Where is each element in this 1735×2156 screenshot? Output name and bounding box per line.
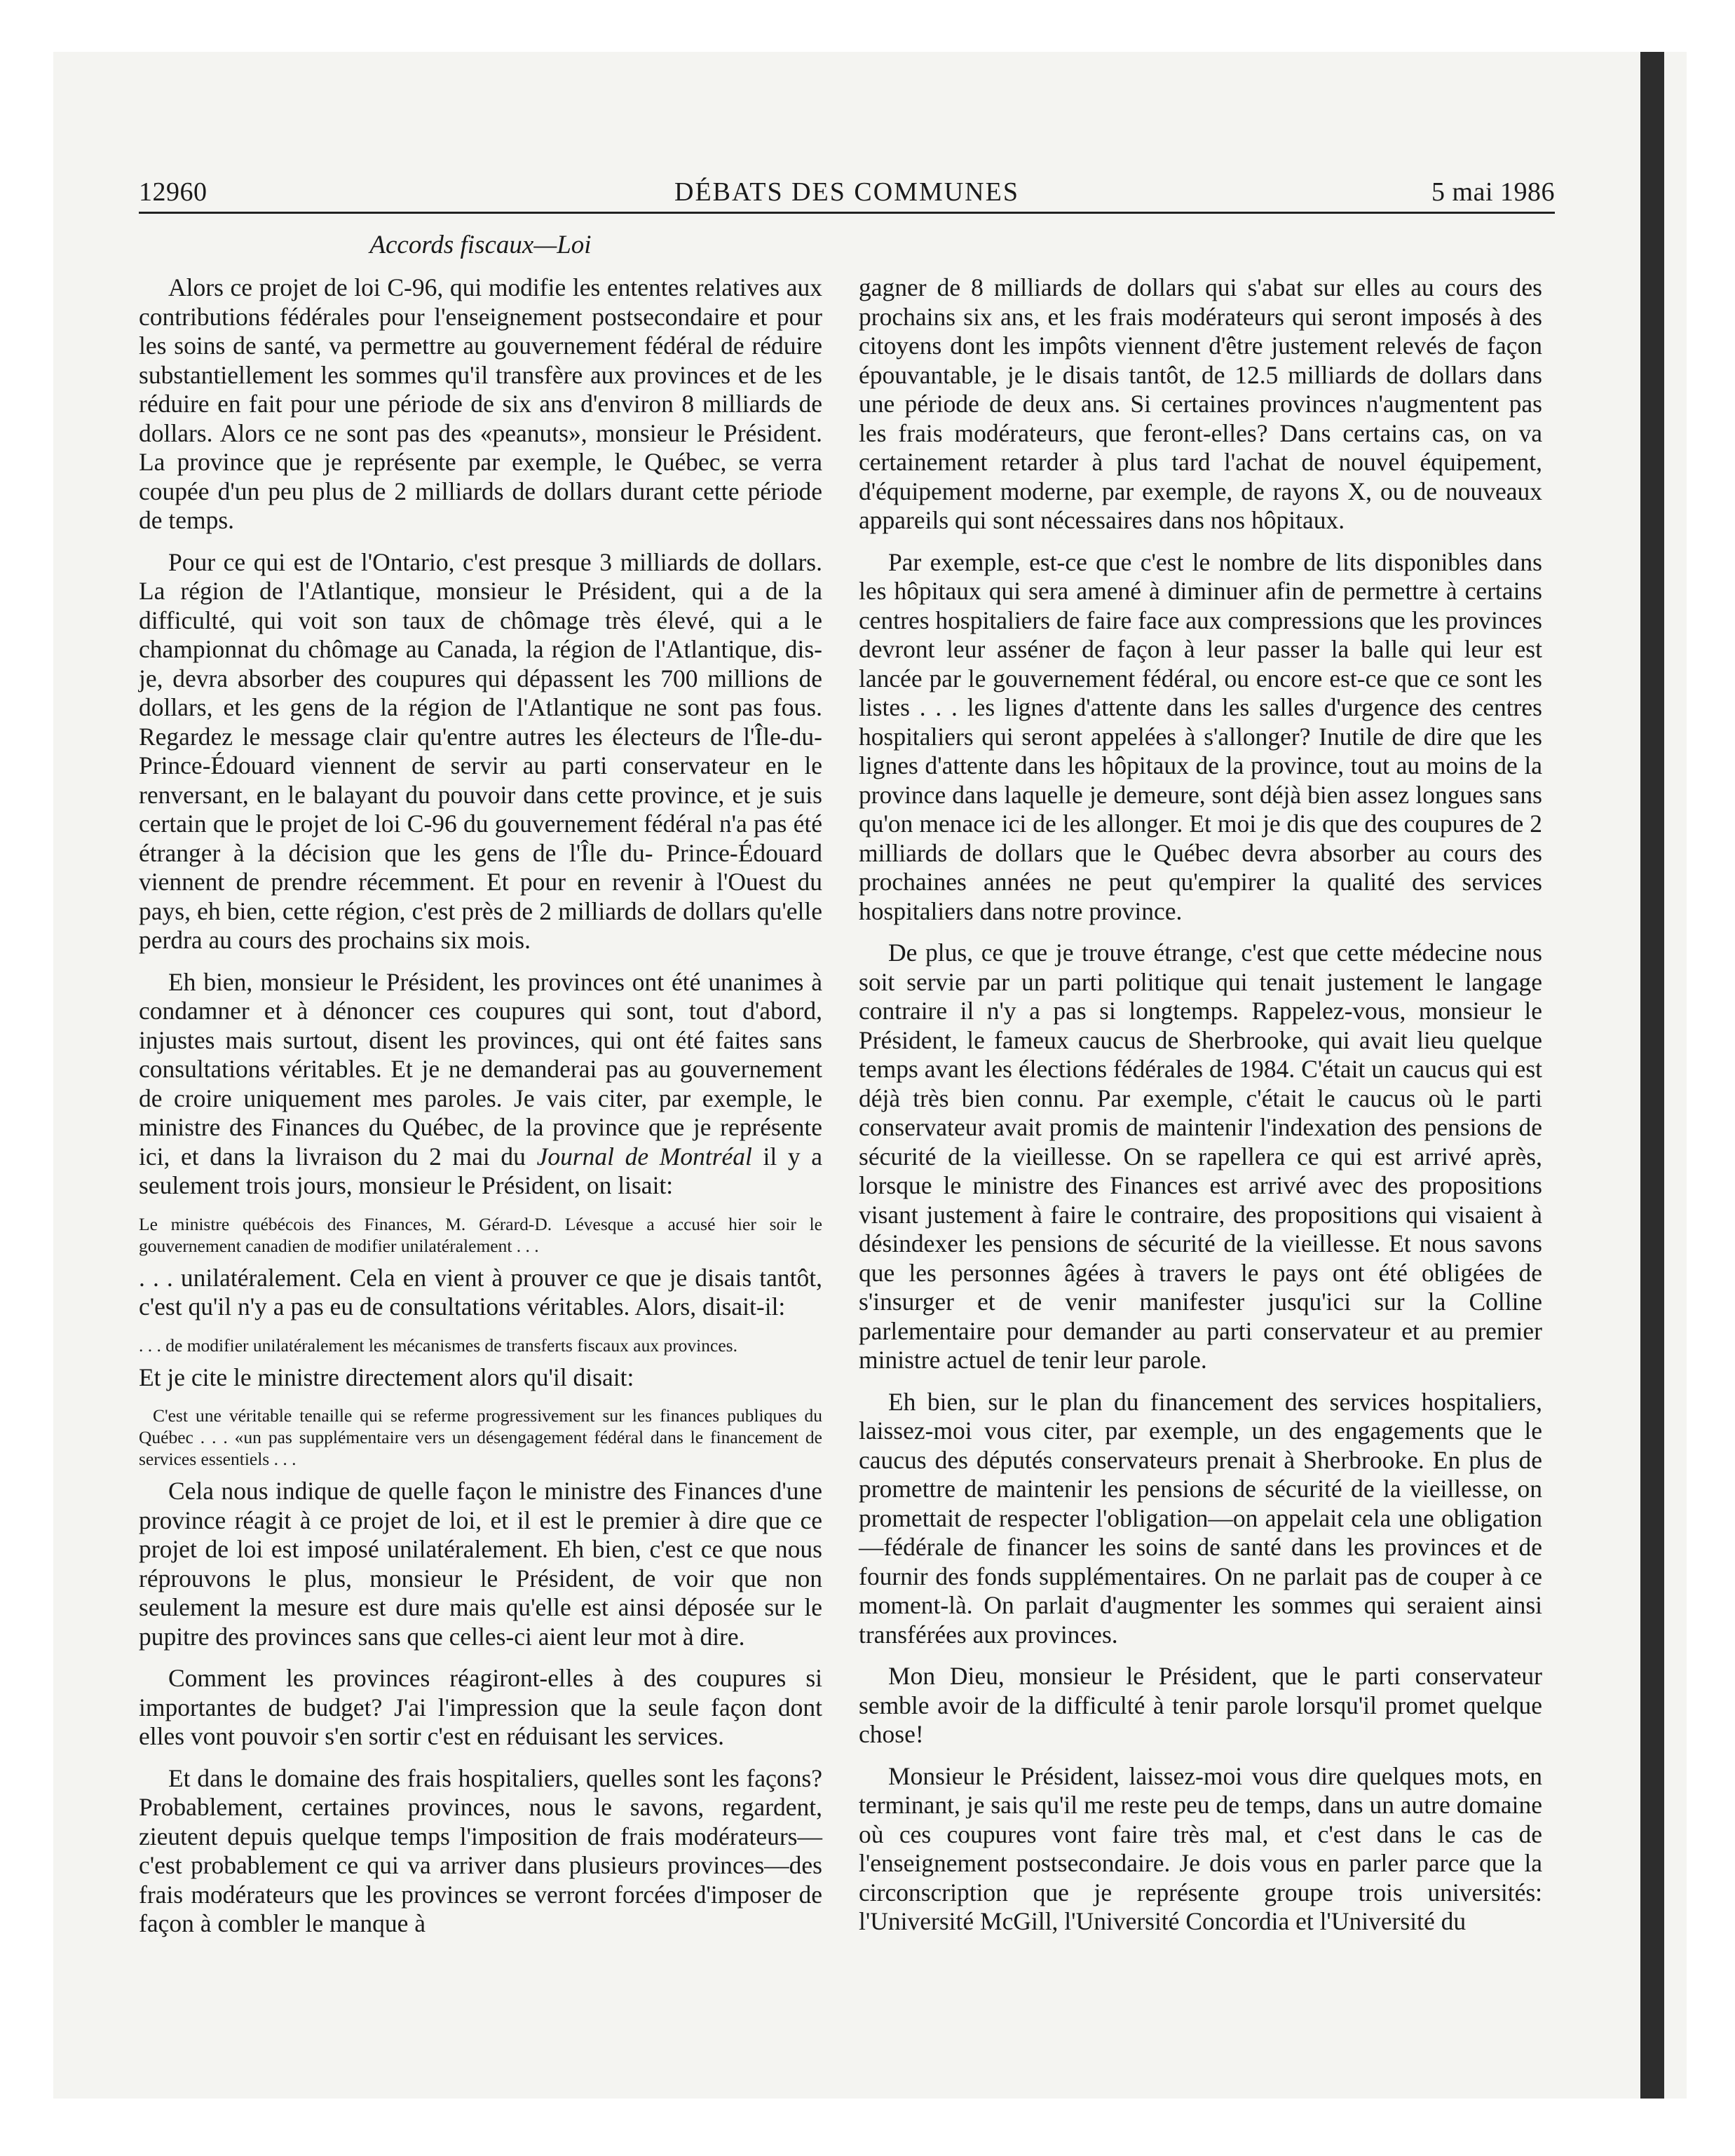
paragraph: Alors ce projet de loi C-96, qui modifie les ententes relatives aux contributions fédérales pour l'enseignement postsecondaire et pour les soins de santé, va permettre au gouvernement fédéral de réduire substantiellement les sommes qu'il transfère aux provinces et de les réduire en fait pour une période de six ans d'environ 8 milliards de dollars. Alors ce ne sont pas des «peanuts», monsieur le Président. La province que je représente par exemple, le Québec, se verra coupée d'un peu plus de 2 milliards de dollars durant cette période de temps. (139, 273, 822, 534)
paragraph-text: Eh bien, monsieur le Président, les provinces ont été unanimes à condamner et à dénoncer ces coupures qui sont, tout d'abord, injustes mais surtout, disent les provinces, qui ont été faites sans consultations véritables. Et je ne demanderai pas au gouvernement de croire uniquement mes paroles. Je vais citer, par exemple, le ministre des Finances du Québec, de la province que je représente ici, et dans la livraison du 2 mai du (139, 967, 822, 1171)
paragraph: Par exemple, est-ce que c'est le nombre de lits disponibles dans les hôpitaux qui sera amené à diminuer afin de permettre à certains centres hospitaliers de faire face aux compressions que les provinces devront leur asséner de façon à leur passer la balle qui leur est lancée par le gouvernement fédéral, ou encore est-ce que ce sont les listes . . . les lignes d'attente dans les salles d'urgence des centres hospitaliers qui seront appelées à s'allonger? Inutile de dire que les lignes d'attente dans les hôpitaux de la province, tout au moins de la province dans laquelle je demeure, sont déjà bien assez longues sans qu'on menace ici de les allonger. Et moi je dis que des coupures de 2 milliards de dollars que le Québec devra absorber au cours des prochaines années ne peut qu'empirer la qualité des services hospitaliers dans notre province. (859, 547, 1542, 925)
block-quote: C'est une véritable tenaille qui se referme progressivement sur les finances publiques du Québec . . . «un pas supplémentaire vers un désengagement fédéral dans le financement de services essentiels . . . (139, 1405, 822, 1469)
paragraph: Et je cite le ministre directement alors qu'il disait: (139, 1363, 634, 1391)
paragraph: Mon Dieu, monsieur le Président, que le parti conservateur semble avoir de la difficulté à tenir parole lorsqu'il promet quelque chose! (859, 1662, 1542, 1748)
paragraph: Comment les provinces réagiront-elles à des coupures si importantes de budget? J'ai l'impression que la seule façon dont elles vont pouvoir s'en sortir c'est en réduisant les services. (139, 1664, 822, 1750)
block-quote: Le ministre québécois des Finances, M. Gérard-D. Lévesque a accusé hier soir le gouvernement canadien de modifier unilatéralement . . . (139, 1213, 822, 1256)
paragraph-text: il y a seulement trois jours, monsieur le Président, on lisait: (139, 1142, 823, 1199)
newspaper-title: Journal de Montréal (536, 1142, 752, 1171)
publication-date: 5 mai 1986 (1431, 177, 1555, 207)
page-header (139, 177, 1555, 214)
paragraph: gagner de 8 milliards de dollars qui s'abat sur elles au cours des prochains six ans, et les frais modérateurs qui seront imposés à des citoyens dont les impôts viennent d'être justement relevés de façon épouvantable, je le disais tantôt, de 12.5 milliards de dollars dans une période de deux ans. Si certaines provinces n'augmentent pas les frais modérateurs, que feront-elles? Dans certains cas, on va certainement retarder à plus tard l'achat de nouvel équipement, d'équipement moderne, par exemple, de rayons X, ou de nouveaux appareils qui sont nécessaires dans nos hôpitaux. (859, 273, 1542, 534)
paragraph (139, 968, 822, 1201)
section-subtitle: Accords fiscaux—Loi (369, 231, 592, 259)
paragraph: Et dans le domaine des frais hospitaliers, quelles sont les façons? Probablement, certaines provinces, nous le savons, regardent, zieutent depuis quelque temps l'imposition de frais modérateurs—c'est probablement ce qui va arriver dans plusieurs provinces—des frais modérateurs que les provinces se verront forcées d'imposer de façon à combler le manque à (139, 1763, 822, 1937)
block-quote: . . . de modifier unilatéralement les mécanismes de transferts fiscaux aux provinces. (139, 1335, 737, 1356)
paragraph: . . . unilatéralement. Cela en vient à prouver ce que je disais tantôt, c'est qu'il n'y a pas eu de consultations véritables. Alors, disait-il: (139, 1263, 822, 1321)
paragraph: De plus, ce que je trouve étrange, c'est que cette médecine nous soit servie par un parti politique qui tenait justement le langage contraire il n'y a pas si longtemps. Rappelez-vous, monsieur le Président, le fameux caucus de Sherbrooke, qui avait lieu quelque temps avant les élections fédérales de 1984. C'était un caucus qui est déjà très bien connu. Par exemple, c'était le caucus où le parti conservateur avait promis de maintenir l'indexation des pensions de sécurité de la vieillesse. On se rapellera ce qui est arrivé après, lorsque le ministre des Finances est arrivé avec des propositions visant justement à faire le contraire, des propositions qui visaient à désindexer les pensions de sécurité de la vieillesse. Et nous savons que les personnes âgées à travers le pays ont été obligées de s'insurger et de venir manifester jusqu'ici sur la Colline parlementaire pour demander au parti conservateur et au premier ministre actuel de tenir leur parole. (859, 939, 1542, 1374)
paragraph: Monsieur le Président, laissez-moi vous dire quelques mots, en terminant, je sais qu'il me reste peu de temps, dans un autre domaine où ces coupures vont faire très mal, et c'est dans le cas de l'enseignement postsecondaire. Je dois vous en parler parce que la circonscription que je représente groupe trois universités: l'Université McGill, l'Université Concordia et l'Université du (859, 1761, 1542, 1935)
scan-edge-shadow (1640, 52, 1664, 2099)
paragraph: Eh bien, sur le plan du financement des services hospitaliers, laissez-moi vous citer, par exemple, un des engagements que le caucus des députés conservateurs prenait à Sherbrooke. En plus de promettre de maintenir les pensions de sécurité de la vieillesse, on promettait de respecter l'obligation—on appelait cela une obligation—fédérale de financer les soins de santé dans les provinces et de fournir des fonds supplémentaires. On ne parlait pas de couper à ce moment-là. On parlait d'augmenter les sommes qui seraient ainsi transférées aux provinces. (859, 1387, 1542, 1649)
left-column (139, 273, 822, 1951)
right-column (859, 273, 1542, 1949)
publication-title: DÉBATS DES COMMUNES (674, 177, 1019, 207)
page-number: 12960 (139, 177, 207, 207)
paragraph: Cela nous indique de quelle façon le ministre des Finances d'une province réagit à ce projet de loi, et il est le premier à dire que ce projet de loi est imposé unilatéralement. Eh bien, c'est ce que nous réprouvons le plus, monsieur le Président, de voir que non seulement la mesure est dure mais qu'elle est ainsi déposée sur le pupitre des provinces sans que celles-ci aient leur mot à dire. (139, 1477, 822, 1651)
paragraph: Pour ce qui est de l'Ontario, c'est presque 3 milliards de dollars. La région de l'Atlantique, monsieur le Président, qui a de la difficulté, qui voit son taux de chômage très élevé, qui a le championnat du chômage au Canada, la région de l'Atlantique, dis-je, devra absorber des coupures qui dépassent les 700 millions de dollars, et les gens de la région de l'Atlantique ne sont pas fous. Regardez le message clair qu'entre autres les électeurs de l'Île-du-Prince-Édouard viennent de servir au parti conservateur en le renversant, en le balayant du pouvoir dans cette province, et je suis certain que le projet de loi C-96 du gouvernement fédéral n'a pas été étranger à la décision que les gens de l'Île du- Prince-Édouard viennent de prendre récemment. Et pour en revenir à l'Ouest du pays, eh bien, cette région, c'est près de 2 milliards de dollars qu'elle perdra au cours des prochains six mois. (139, 547, 822, 954)
